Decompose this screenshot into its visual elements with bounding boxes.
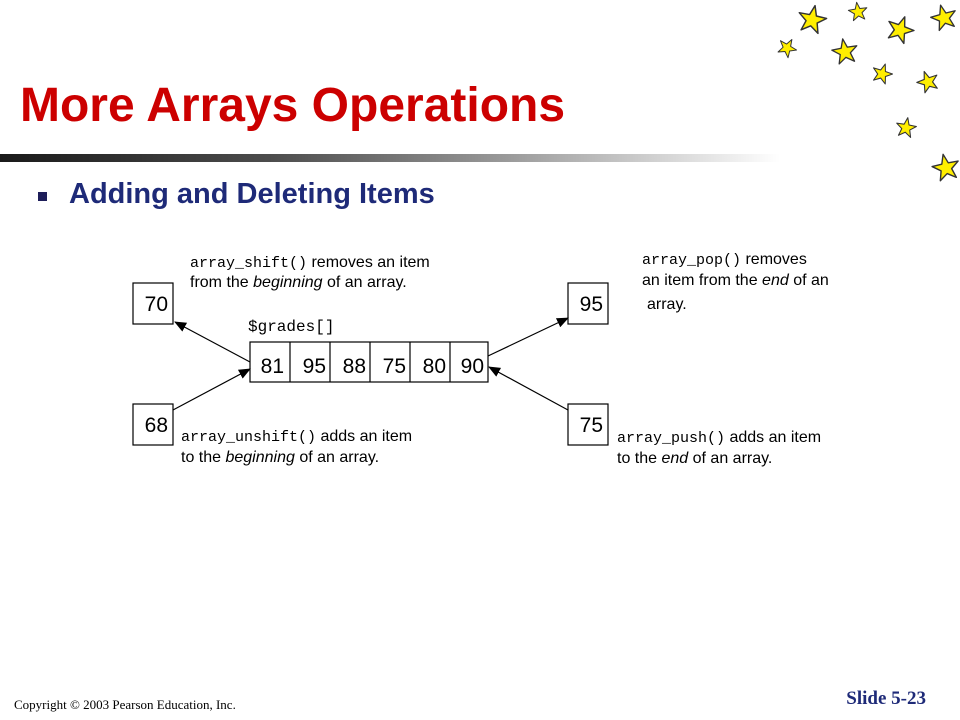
array-cell: 81 [260, 355, 284, 378]
pop-caption-line3: array. [647, 296, 687, 313]
shift-caption-line1: array_shift() removes an item [190, 254, 430, 272]
array-box [250, 342, 488, 382]
array-cell: 90 [460, 355, 484, 378]
shift-arrow [175, 322, 250, 362]
pop-caption-line1: array_pop() removes [642, 251, 807, 269]
array-cell: 95 [302, 355, 326, 378]
array-cell: 75 [382, 355, 406, 378]
unshift-value: 68 [144, 414, 168, 437]
unshift-caption-line2: to the beginning of an array. [181, 449, 380, 466]
slide-title: More Arrays Operations [20, 79, 566, 132]
bullet-text: Adding and Deleting Items [69, 178, 435, 210]
push-value: 75 [579, 414, 603, 437]
slide-number: Slide 5-23 [846, 688, 926, 709]
unshift-arrow [173, 369, 250, 410]
push-caption-line2: to the end of an array. [617, 450, 773, 467]
pop-value: 95 [579, 293, 603, 316]
array-cell: 80 [422, 355, 446, 378]
push-caption-line1: array_push() adds an item [617, 429, 822, 447]
pop-caption-line2: an item from the end of an [642, 272, 829, 289]
pop-arrow [488, 318, 568, 356]
array-cell: 88 [342, 355, 366, 378]
shift-value: 70 [144, 293, 168, 316]
push-arrow [489, 367, 568, 410]
array-name-label: $grades[] [248, 318, 335, 336]
copyright-notice: Copyright © 2003 Pearson Education, Inc. [14, 697, 236, 712]
shift-caption-line2: from the beginning of an array. [190, 274, 407, 291]
unshift-caption-line1: array_unshift() adds an item [181, 428, 413, 446]
